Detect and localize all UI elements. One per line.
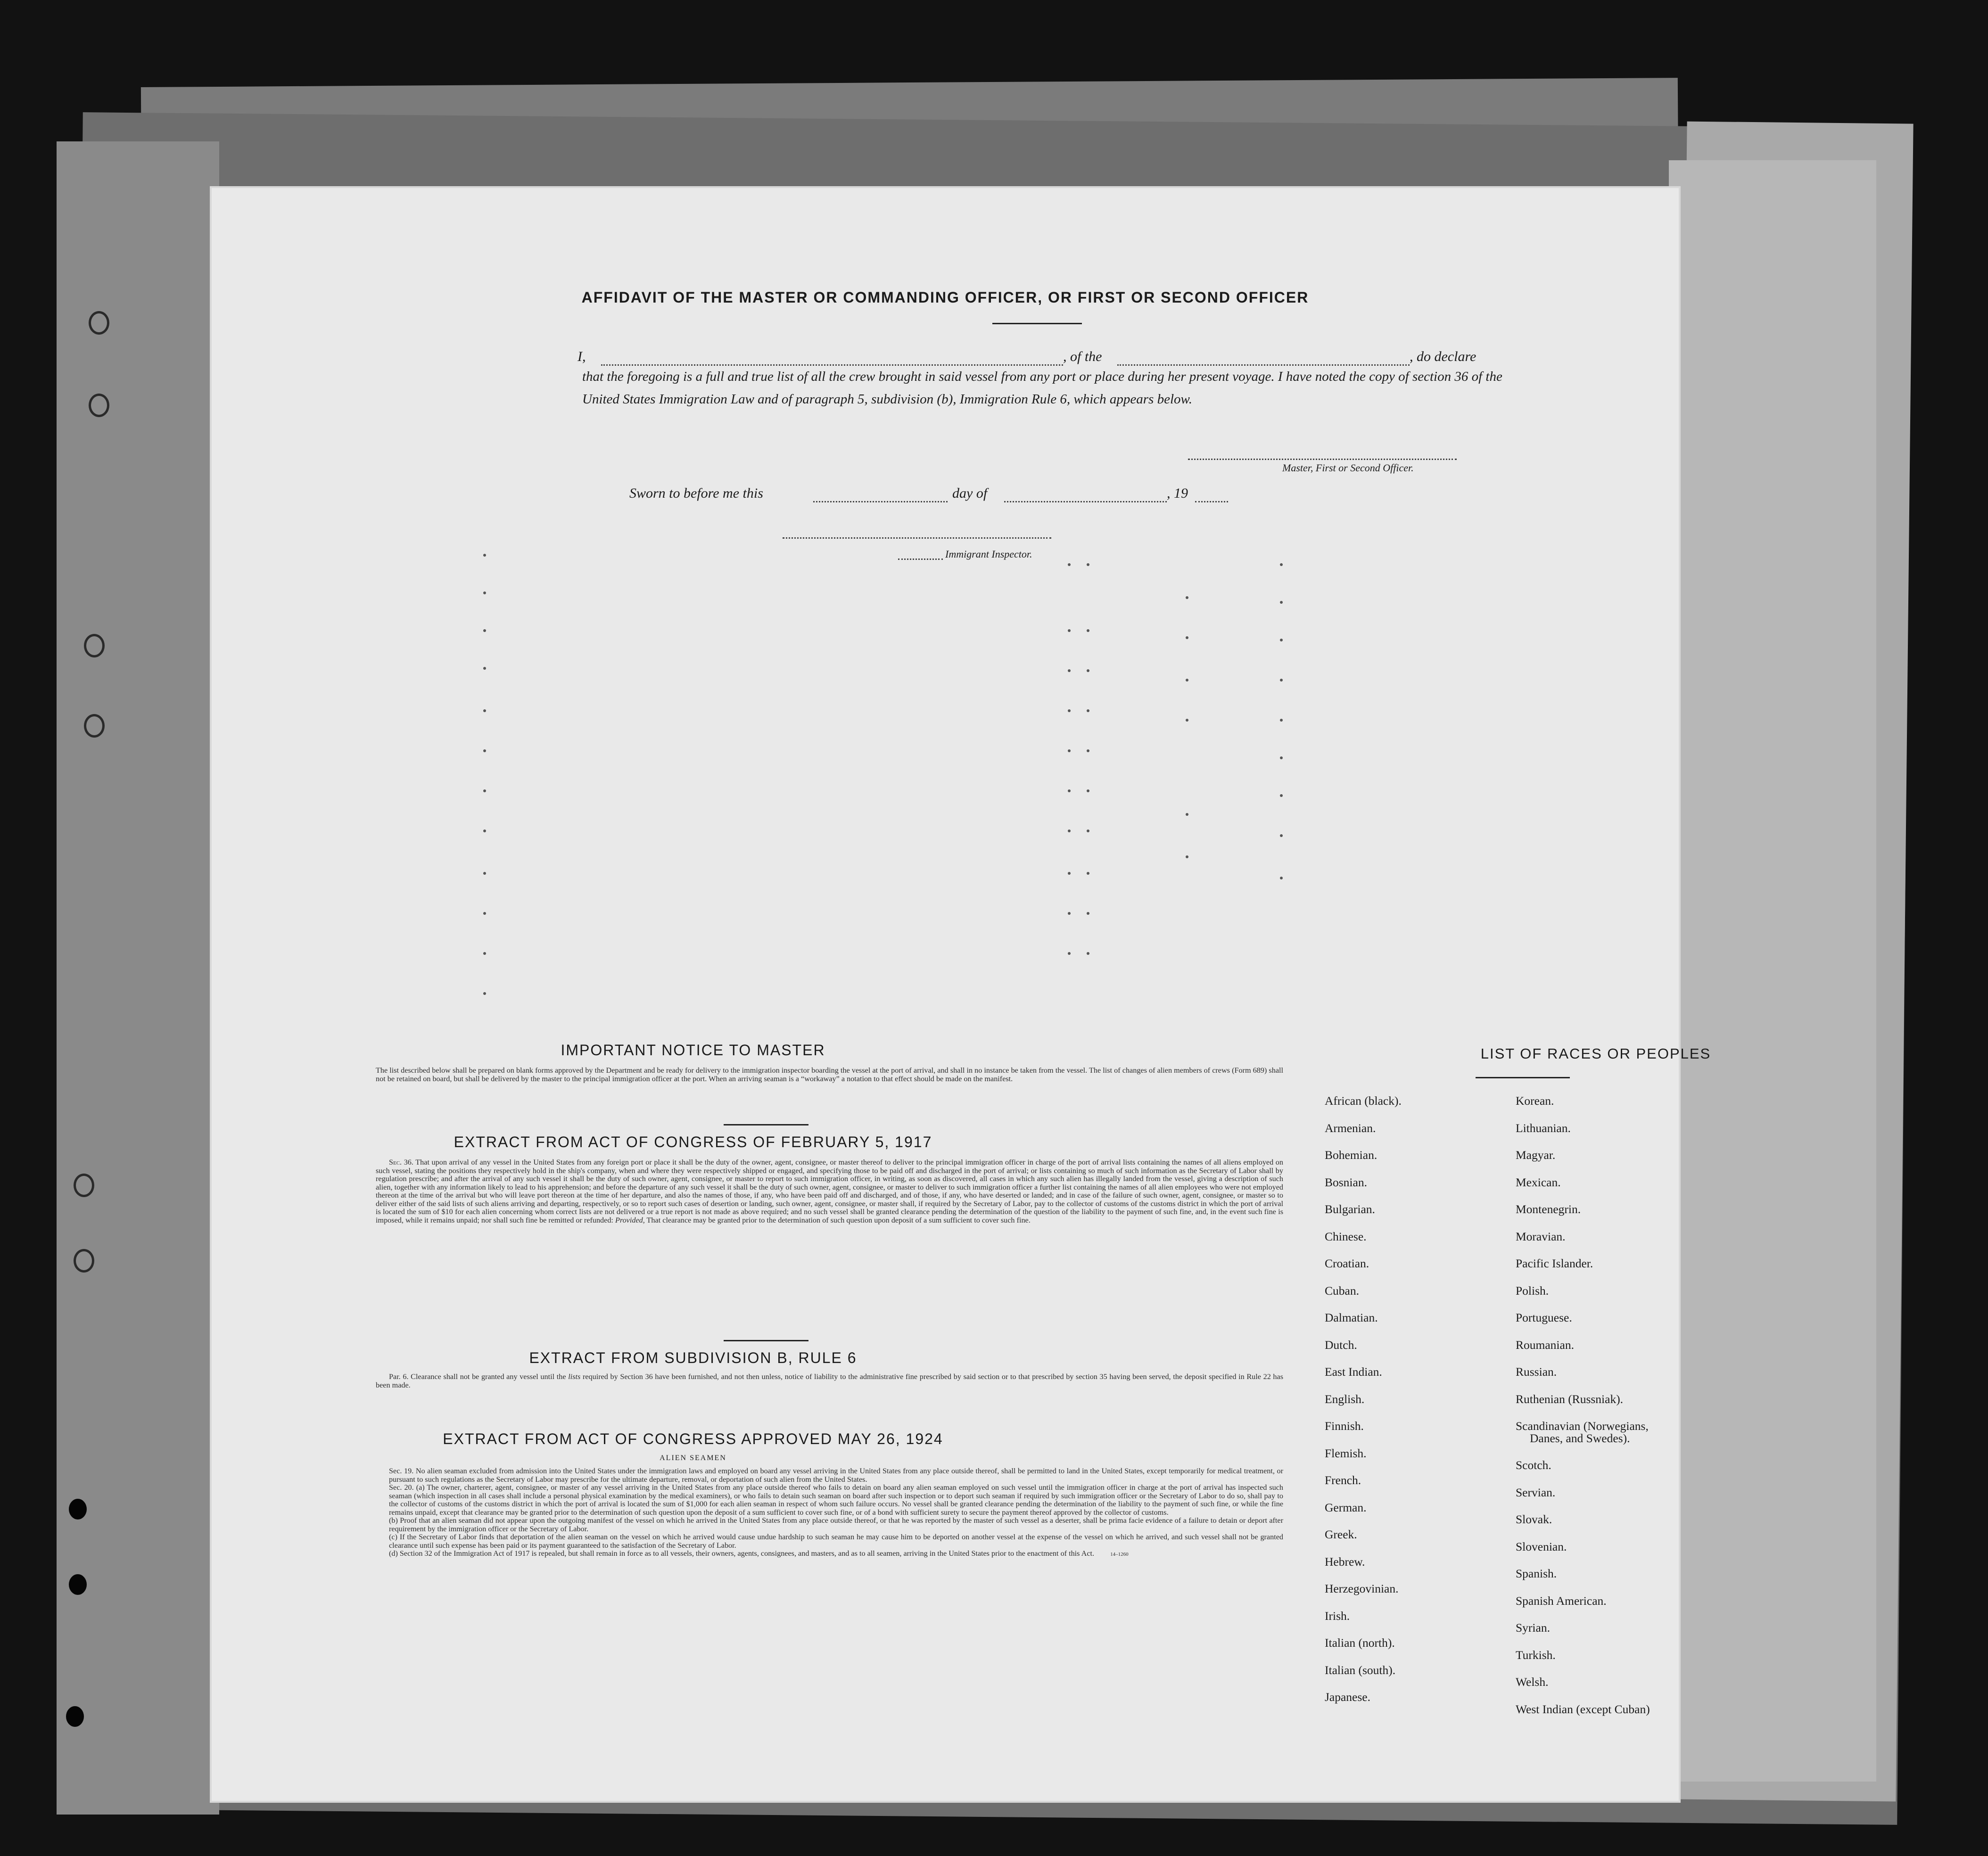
- race-item: Welsh.: [1516, 1675, 1549, 1689]
- act-1924-sec20d: [376, 1550, 1283, 1559]
- background-sheet-left-edge: [57, 141, 219, 1815]
- race-item: Spanish.: [1516, 1567, 1557, 1580]
- punch-hole: [66, 1706, 84, 1727]
- month-blank[interactable]: [1004, 501, 1167, 502]
- race-item: Dutch.: [1325, 1338, 1357, 1352]
- race-item: Servian.: [1516, 1485, 1556, 1499]
- master-signature-blank[interactable]: [1188, 459, 1457, 460]
- race-item: Portuguese.: [1516, 1311, 1572, 1324]
- race-item: Montenegrin.: [1516, 1202, 1581, 1216]
- punch-hole: [84, 714, 105, 738]
- act-1924-title: EXTRACT FROM ACT OF CONGRESS APPROVED MAY 26, 1924: [443, 1430, 943, 1447]
- race-item: Armenian.: [1325, 1121, 1376, 1135]
- inspector-signature-blank[interactable]: [783, 537, 1051, 539]
- rule6-title: EXTRACT FROM SUBDIVISION B, RULE 6: [529, 1349, 857, 1366]
- race-item: German.: [1325, 1500, 1367, 1514]
- races-column-1: [1325, 1087, 1402, 1711]
- background-sheet-right-edge: [1669, 160, 1876, 1782]
- punch-hole: [69, 1574, 87, 1595]
- affidavit-body: that the foregoing is a full and true list of all the crew brought in said vessel from any port or place during her present voyage. I have noted the copy of section 36 of the United States Immigration Law and of paragraph 5, subdivision (b), Immigration Rule 6, which appears below.: [582, 369, 1502, 407]
- affidavit-i: I,: [577, 349, 586, 364]
- act-1924-sec20c: (c) If the Secretary of Labor finds that deportation of the alien seaman on the vessel on which he arrived would cause undue hardship to such seaman he may cause him to be deported on another vessel at the expense of the vessel on which he arrived, and such vessel shall not be granted clearance until such expense has been paid or its payment guaranteed to the satisfaction of the Secretary of Labor.: [389, 1533, 1283, 1550]
- act-1924-text: [376, 1467, 1283, 1559]
- notice-title: IMPORTANT NOTICE TO MASTER: [561, 1042, 825, 1059]
- race-item: Korean.: [1516, 1094, 1554, 1108]
- race-item: Greek.: [1325, 1528, 1357, 1541]
- race-item: Finnish.: [1325, 1419, 1364, 1433]
- act-1924-sec20b: (b) Proof that an alien seaman did not appear upon the outgoing manifest of the vessel on which he arrived in the United States from any place outside thereof, or that he was reported by the master of such vessel as a deserter, shall be prima facie evidence of a failure to detain or deport after requirement by the immigration officer or the Secretary of Labor.: [389, 1516, 1283, 1533]
- inspector-label: Immigrant Inspector.: [945, 548, 1032, 560]
- act-1917-title: EXTRACT FROM ACT OF CONGRESS OF FEBRUARY 5, 1917: [454, 1133, 932, 1150]
- races-column-2: [1516, 1087, 1650, 1723]
- notice-text: The list described below shall be prepared on blank forms approved by the Department and be ready for delivery to the immigration inspector boarding the vessel at the port of arrival, and shall in no instance be taken from the vessel. The list of changes of alien members of crews (Form 689) shall not be retained on board, but shall be delivered by the master to the principal immigration officer at the port. When an arriving seaman is a “workaway” a notation to that effect should be made on the manifest.: [376, 1066, 1283, 1083]
- act-1924-sec19: Sec. 19. No alien seaman excluded from admission into the United States under the immigration laws and employed on board any vessel arriving in the United States from any place outside thereof, shall be permitted to land in the United States, except temporarily for medical treatment, or pursuant to such regulations as the Secretary of Labor may prescribe for the ultimate departure, removal, or deportation of such alien from the United States.: [389, 1467, 1283, 1484]
- sworn-text: Sworn to before me this: [629, 485, 763, 501]
- act-1924-subtitle: ALIEN SEAMEN: [660, 1454, 726, 1462]
- race-item: Bulgarian.: [1325, 1202, 1375, 1216]
- affidavit-declare: , do declare: [1410, 349, 1477, 364]
- punch-hole: [89, 311, 109, 335]
- race-item: Danes, and Swedes).: [1530, 1431, 1630, 1445]
- year-blank[interactable]: [1195, 501, 1228, 502]
- races-title: LIST OF RACES OR PEOPLES: [1480, 1045, 1711, 1062]
- race-item: Hebrew.: [1325, 1554, 1365, 1569]
- race-item: Chinese.: [1325, 1229, 1367, 1243]
- race-item: Turkish.: [1516, 1648, 1556, 1662]
- punch-hole: [89, 394, 109, 417]
- race-item: Italian (north).: [1325, 1636, 1395, 1650]
- punch-hole: [74, 1174, 94, 1197]
- race-item: Flemish.: [1325, 1446, 1367, 1460]
- act-1917-body: That upon arrival of any vessel in the United States from any foreign port or place it shall be the duty of the owner, agent, consignee, or master thereof to deliver to the principal immigration officer in charge of the port of arrival lists containing the names of all aliens employed on such vessel, stating the positions they respectively hold in the ship's company, when and where they were respectively shipped or engaged, and specifying those to be paid off and discharged in the port of arrival; or lists containing so much of such information as the Secretary of Labor shall by regulation prescribe; and after the arrival of any such vessel it shall be the duty of such owner, agent, consignee, or master to report to such immigration officer, in writing, as soon as discovered, all cases in which any such alien has illegally landed from the vessel, giving a description of such alien, together with any information likely to lead to his apprehension; and before the departure of any such vessel it shall be the duty of such owner, agent, consignee, or master to deliver to such immigration officer a further list containing the names of all alien employees who were not employed thereon at the time of the arrival but who will leave port thereon at the time of her departure, and also the names of those, if any, who have been paid off and discharged, and of those, if any, who have deserted or landed; and in case of the failure of such owner, agent, consignee, or master so to deliver either of the said lists of such aliens arriving and departing, respectively, or so to report such cases of desertion or landing, such owner, agent, consignee, or master shall, if required by the Secretary of Labor, pay to the collector of customs of the customs district in which the port of arrival is located the sum of $10 for each alien concerning whom correct lists are not delivered or a true report is not made as above required; and no such vessel shall be granted clearance pending the determination of the question of the liability to the payment of such fine, and, in the event such fine is imposed, while it remains unpaid; nor shall such fine be remitted or refunded:: [376, 1158, 1283, 1224]
- race-item: Scotch.: [1516, 1458, 1551, 1472]
- race-item: Russian.: [1516, 1365, 1557, 1379]
- race-item: Bohemian.: [1325, 1148, 1378, 1162]
- race-item: Ruthenian (Russniak).: [1516, 1392, 1624, 1406]
- act-1924-sec20a: Sec. 20. (a) The owner, charterer, agent, consignee, or master of any vessel arriving in the United States from any place outside thereof who fails to detain on board any alien seaman employed on such vessel until the immigration officer in charge at the port of arrival has inspected such seaman (which inspection in all cases shall include a personal physical examination by the medical examiners), or who fails to detain such seaman on board after such inspection or to deport such seaman if required by such immigration officer or the Secretary of Labor to do so, shall pay to the collector of customs of the customs district in which the port of arrival is located the sum of $1,000 for each alien seaman in respect of whom such failure occurs. No vessel shall be granted clearance pending the determination of the liability to the payment of such fine, or while the fine remains unpaid, except that clearance may be granted prior to the determination of such question upon the deposit of a sum sufficient to cover such fine, or of a bond with sufficient surety to secure the payment thereof approved by the collector of customs.: [389, 1483, 1283, 1517]
- race-item: Roumanian.: [1516, 1338, 1574, 1352]
- affidavit-title: AFFIDAVIT OF THE MASTER OR COMMANDING OFFICER, OR FIRST OR SECOND OFFICER: [581, 289, 1309, 306]
- race-item: Mexican.: [1516, 1175, 1561, 1189]
- race-item: West Indian (except Cuban): [1516, 1702, 1650, 1716]
- race-item: Italian (south).: [1325, 1663, 1396, 1677]
- race-item: Cuban.: [1325, 1283, 1359, 1298]
- act-1924-sec20d-text: (d) Section 32 of the Immigration Act of 1917 is repealed, but shall remain in force as to all vessels, their owners, agents, consignees, and masters, and as to all seamen, arriving in the United States prior to the enactment of this Act.: [389, 1549, 1095, 1558]
- race-item: Magyar.: [1516, 1148, 1556, 1162]
- rule6-text-b: required by Section 36 have been furnished, and not then unless, notice of liability to the administrative fine prescribed by said section or to that prescribed by section 35 having been served, the deposit specified in Rule 22 has been made.: [376, 1372, 1284, 1389]
- punch-hole: [69, 1499, 87, 1519]
- divider: [724, 1124, 808, 1125]
- race-item: Lithuanian.: [1516, 1121, 1571, 1135]
- day-of-text: day of: [952, 485, 988, 501]
- punch-hole: [74, 1249, 94, 1273]
- race-item: French.: [1325, 1473, 1361, 1487]
- year-prefix: , 19: [1167, 485, 1188, 501]
- rule6-lists: lists: [568, 1372, 581, 1381]
- divider: [992, 323, 1082, 324]
- race-item: Bosnian.: [1325, 1175, 1367, 1189]
- race-item: Polish.: [1516, 1283, 1549, 1298]
- divider: [1476, 1077, 1570, 1078]
- act-1917-text: [376, 1158, 1283, 1224]
- inspector-blank-prefix: [898, 558, 943, 560]
- race-item: Slovak.: [1516, 1512, 1552, 1526]
- rule6-text-a: Par. 6. Clearance shall not be granted any vessel until the: [389, 1372, 566, 1381]
- race-item: Dalmatian.: [1325, 1311, 1378, 1324]
- race-item: English.: [1325, 1392, 1365, 1406]
- day-blank[interactable]: [813, 501, 948, 502]
- race-item: African (black).: [1325, 1094, 1402, 1108]
- affidavit-of-the: , of the: [1063, 349, 1102, 364]
- punch-hole: [84, 634, 105, 657]
- rule6-text: [376, 1373, 1283, 1389]
- race-item: Croatian.: [1325, 1256, 1369, 1270]
- race-item: Japanese.: [1325, 1690, 1370, 1704]
- divider: [724, 1340, 808, 1341]
- master-signature-label: Master, First or Second Officer.: [1282, 462, 1414, 474]
- act-1917-sec-label: Sec. 36.: [389, 1158, 413, 1166]
- race-item: Irish.: [1325, 1609, 1350, 1623]
- race-item: Moravian.: [1516, 1229, 1566, 1243]
- race-item: East Indian.: [1325, 1365, 1382, 1379]
- race-item: Slovenian.: [1516, 1539, 1567, 1553]
- race-item: Scandinavian (Norwegians,: [1516, 1419, 1649, 1433]
- race-item: Spanish American.: [1516, 1593, 1607, 1608]
- act-1917-provided: Provided,: [615, 1215, 645, 1224]
- race-item: Pacific Islander.: [1516, 1256, 1593, 1270]
- race-item: Herzegovinian.: [1325, 1582, 1399, 1595]
- form-number: 14–1260: [1110, 1552, 1129, 1557]
- document-page: [210, 186, 1711, 1803]
- act-1917-body-end: That clearance may be granted prior to the determination of such question upon deposit of a sum sufficient to cover such fine.: [646, 1215, 1031, 1224]
- race-item: Syrian.: [1516, 1621, 1550, 1634]
